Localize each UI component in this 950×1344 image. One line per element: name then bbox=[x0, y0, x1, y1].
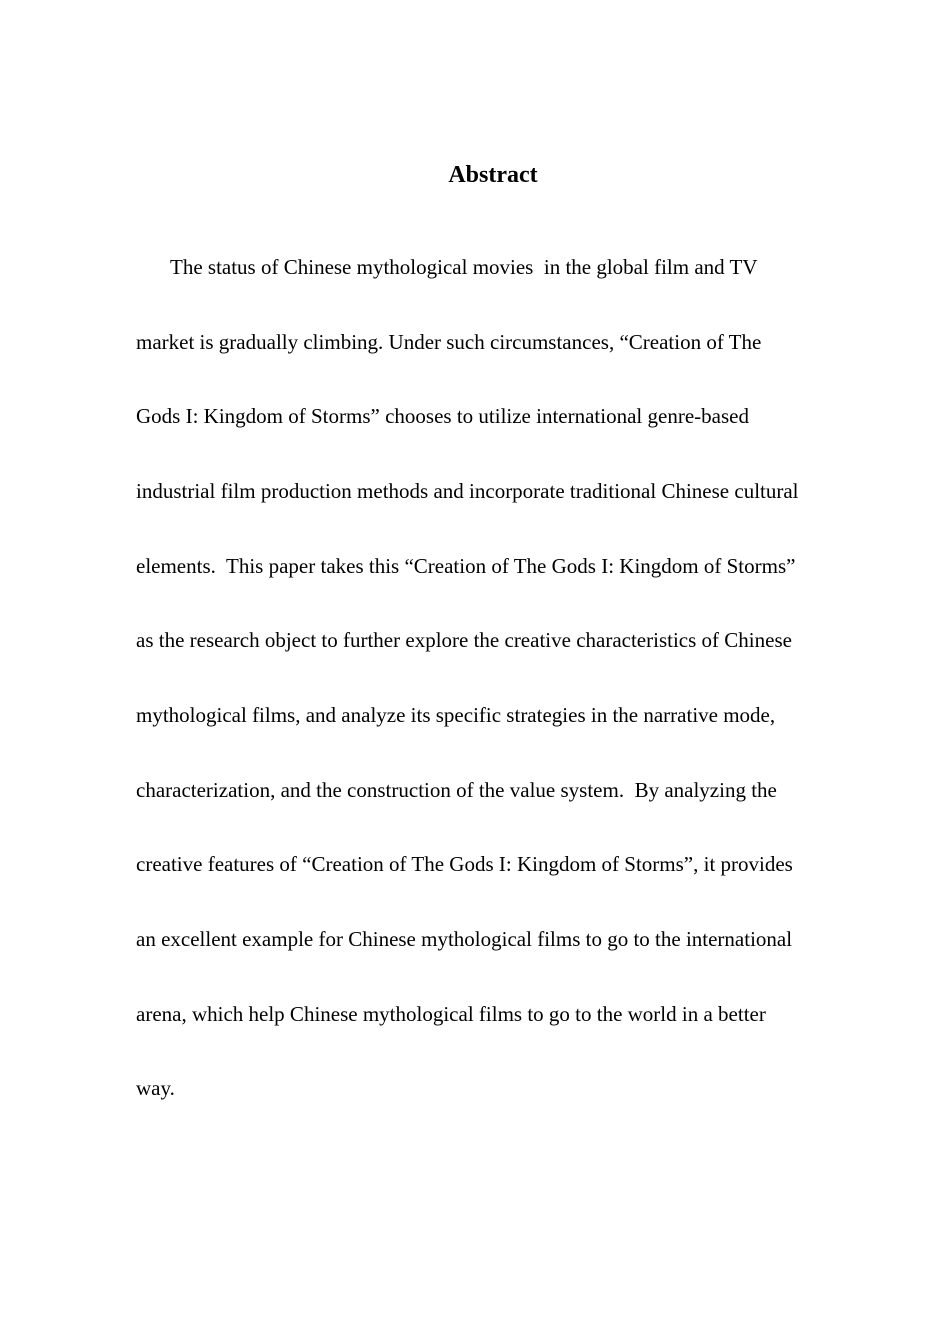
paragraph-line: characterization, and the construction of the value system. By analyzing the bbox=[136, 778, 777, 802]
paragraph-line: mythological films, and analyze its specific strategies in the narrative mode, bbox=[136, 703, 776, 727]
abstract-title: Abstract bbox=[448, 162, 538, 188]
paragraph-line: as the research object to further explore the creative characteristics of Chinese bbox=[136, 628, 792, 652]
paragraph-line: arena, which help Chinese mythological films to go to the world in a better bbox=[136, 1002, 766, 1026]
paragraph-line: The status of Chinese mythological movies in the global film and TV bbox=[170, 255, 758, 279]
paragraph-line: an excellent example for Chinese mythological films to go to the international bbox=[136, 927, 793, 951]
paragraph-line: market is gradually climbing. Under such circumstances, “Creation of The bbox=[136, 330, 762, 354]
paragraph-line: industrial film production methods and incorporate traditional Chinese cultural bbox=[136, 479, 799, 503]
paragraph-line: way. bbox=[136, 1076, 175, 1100]
paragraph-line: creative features of “Creation of The Gods I: Kingdom of Storms”, it provides bbox=[136, 852, 793, 876]
paragraph-line: Gods I: Kingdom of Storms” chooses to utilize international genre-based bbox=[136, 404, 749, 428]
paragraph-line: elements. This paper takes this “Creation of The Gods I: Kingdom of Storms” bbox=[136, 554, 796, 578]
